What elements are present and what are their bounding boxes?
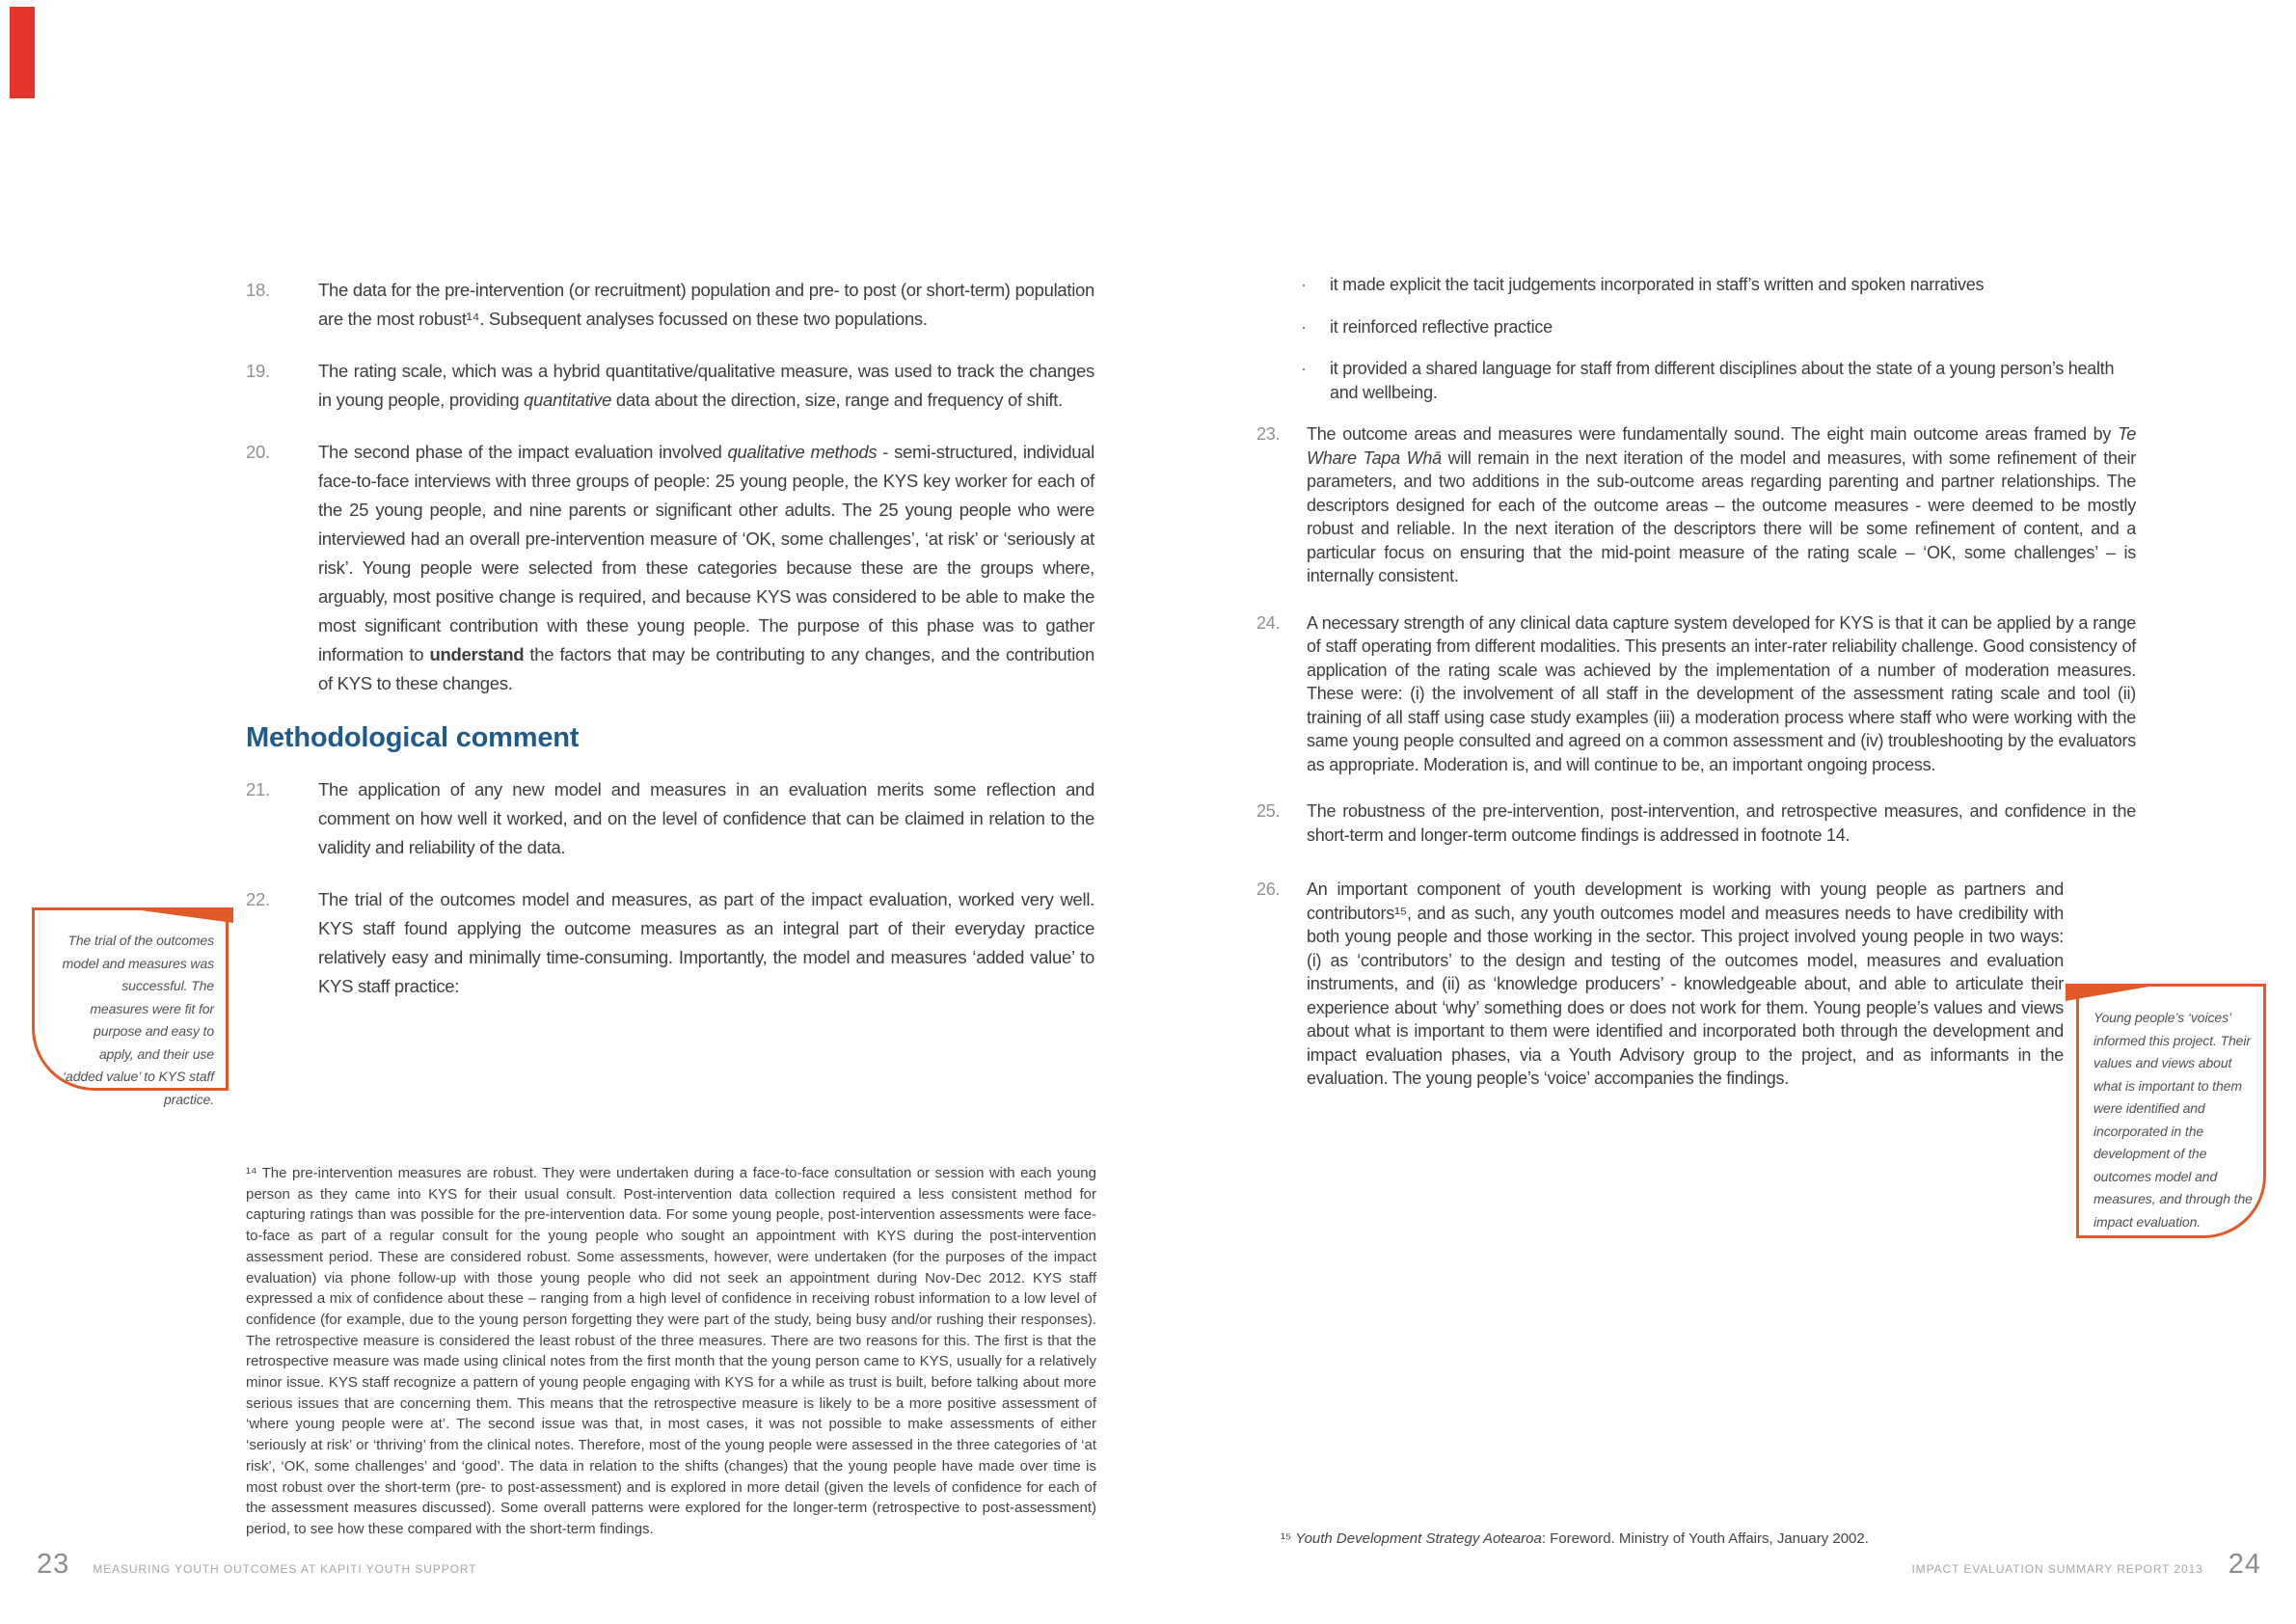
right-page-content bbox=[1256, 273, 2136, 1114]
callout-corner-wedge bbox=[2066, 984, 2166, 1001]
left-page-footer bbox=[37, 1549, 476, 1581]
list-item-number: 21. bbox=[246, 779, 270, 799]
list-item-21 bbox=[246, 775, 1094, 862]
list-item-text: The rating scale, which was a hybrid quantitative/qualitative measure, was used to track the changes in young people, providing quantitative data about the direction, size, range and frequency of shift. bbox=[318, 361, 1094, 410]
callout-corner-wedge bbox=[120, 907, 233, 923]
bullet-item bbox=[1301, 315, 2136, 339]
list-item-text: An important component of youth development is working with young people as partners and contributors¹⁵, and as such, any youth outcomes model and measures needs to have credibility with both young people and those working in the sector. This project involved young people in two ways: (i) as ‘contributors’ to the design and testing of the outcomes model, measures and evaluation instruments, and (ii) as ‘knowledge producers’ - knowledgeable about, and able to articulate their experience about ‘why’ something does or does not work for them. Young people’s values and views about what is important to them were identified and incorporated both through the development and impact evaluation phases, via a Youth Advisory group to the project, and as informants in the evaluation. The young people’s ‘voice’ accompanies the findings. bbox=[1307, 880, 2064, 1088]
list-item-22 bbox=[246, 885, 1094, 1001]
list-item-number: 22. bbox=[246, 889, 270, 909]
list-item-text: The outcome areas and measures were fundamentally sound. The eight main outcome areas framed by Te Whare Tapa Whā will remain in the next iteration of the model and measures, with some refinement of their parameters, and two additions in the sub-outcome areas regarding parenting and partner relationships. The descriptors designed for each of the outcome areas – the outcome measures - were deemed to be mostly robust and reliable. In the next iteration of the descriptors there will be some refinement of content, and a particular focus on ensuring that the mid-point measure of the rating scale – ‘OK, some challenges’ – is internally consistent. bbox=[1307, 424, 2137, 585]
list-item-text: The data for the pre-intervention (or recruitment) population and pre- to post (or short-term) population are the most robust¹⁴. Subsequent analyses focussed on these two populations. bbox=[318, 280, 1094, 329]
list-item-18 bbox=[246, 276, 1094, 334]
bullet-item bbox=[1301, 357, 2136, 404]
list-item-25 bbox=[1256, 799, 2136, 847]
pull-quote-text: The trial of the outcomes model and measures was successful. The measures were fit for purpose and easy to apply, and their use ‘added value’ to KYS staff practice. bbox=[62, 933, 214, 1107]
bullet-text: it made explicit the tacit judgements incorporated in staff’s written and spoken narratives bbox=[1330, 275, 1985, 294]
bullet-text: it reinforced reflective practice bbox=[1330, 316, 1553, 337]
bullet-list bbox=[1301, 273, 2136, 404]
list-item-19 bbox=[246, 357, 1094, 415]
list-item-26 bbox=[1256, 878, 2136, 1091]
red-corner-tab bbox=[10, 7, 35, 98]
page-number: 23 bbox=[37, 1549, 70, 1580]
page-number: 24 bbox=[2228, 1549, 2261, 1580]
list-item-text: The application of any new model and measures in an evaluation merits some reflection and comment on how well it worked, and on the level of confidence that can be claimed in relation to the validity and reliability of the data. bbox=[318, 779, 1094, 857]
list-item-number: 26. bbox=[1256, 880, 1281, 899]
list-item-number: 24. bbox=[1256, 612, 1281, 633]
list-item-text: The robustness of the pre-intervention, post-intervention, and retrospective measures, and confidence in the short-term and longer-term outcome findings is addressed in footnote 14. bbox=[1307, 801, 2136, 845]
list-item-24 bbox=[1256, 611, 2136, 777]
pull-quote-right bbox=[2076, 984, 2266, 1238]
bullet-dot-icon: · bbox=[1301, 316, 1307, 337]
footer-label: IMPACT EVALUATION SUMMARY REPORT 2013 bbox=[1911, 1562, 2203, 1576]
bullet-item bbox=[1301, 273, 2136, 297]
list-item-text: The trial of the outcomes model and measures, as part of the impact evaluation, worked very well. KYS staff found applying the outcome measures as an integral part of their everyday practice relatively easy and minimally time-consuming. Importantly, the model and measures ‘added value’ to KYS staff practice: bbox=[318, 889, 1094, 996]
list-item-number: 19. bbox=[246, 361, 270, 381]
footnote-15: ¹⁵ Youth Development Strategy Aotearoa: Foreword. Ministry of Youth Affairs, January 2002. bbox=[1281, 1530, 1869, 1547]
pull-quote-text: Young people’s ‘voices’ informed this project. Their values and views about what is important to them were identified and incorporated in the development of the outcomes model and measures, and through the impact evaluation. bbox=[2093, 1010, 2253, 1230]
list-item-number: 23. bbox=[1256, 424, 1281, 444]
footnote-14: ¹⁴ The pre-intervention measures are robust. They were undertaken during a face-to-face consultation or session with each young person as they came into KYS for their usual consult. Post-intervention data collection required a less consistent method for capturing ratings than was possible for the pre-intervention data. For some young people, post-intervention assessments were face-to-face as part of a regular consult for the young people who sought an appointment with KYS during the post-intervention assessment period. These are considered robust. Some assessments, however, were undertaken (for the purposes of the impact evaluation) via phone follow-up with those young people who did not seek an appointment during Nov-Dec 2012. KYS staff expressed a mix of confidence about these – ranging from a high level of confidence in receiving robust information to a low level of confidence (for example, due to the young person forgetting they were part of the study, being busy and/or rushing their responses). The retrospective measure is considered the least robust of the three measures. There are two reasons for this. The first is that the retrospective measure was made using clinical notes from the first month that the young person came to KYS, usually for a relatively minor issue. KYS staff recognize a pattern of young people engaging with KYS for a while as trust is built, before talking about more serious issues that are concerning them. This means that the retrospective measure is likely to be a more positive assessment of ‘where young people were at’. The second issue was that, in most cases, it was not possible to make assessments of either ‘seriously at risk’ or ‘thriving’ from the clinical notes. Therefore, most of the young people were assessed in the three categories of ‘at risk’, ‘OK, some challenges’ and ‘good’. The data in relation to the shifts (changes) that the young people have made over time is most robust over the short-term (pre- to post-assessment) and is explored in more detail (given the levels of confidence for each of the assessment measures discussed). Some overall patterns were explored for the longer-term (retrospective to post-assessment) period, to see how these compared with the short-term findings. bbox=[246, 1165, 1096, 1537]
left-page-content bbox=[246, 276, 1094, 1024]
footer-label: MEASURING YOUTH OUTCOMES AT KAPITI YOUTH SUPPORT bbox=[93, 1562, 477, 1576]
section-heading: Methodological comment bbox=[246, 722, 580, 753]
list-item-text: A necessary strength of any clinical data capture system developed for KYS is that it can be applied by a range of staff operating from different modalities. This presents an inter-rater reliability challenge. Good consistency of application of the rating scale was achieved by the implementation of a number of moderation measures. These were: (i) the involvement of all staff in the development of the assessment rating scale and tool (ii) training of all staff using case study examples (iii) a moderation process where staff who were working with the same young people consulted and agreed on a common assessment and (iv) troubleshooting by the evaluators as appropriate. Moderation is, and will continue to be, an important ongoing process. bbox=[1307, 612, 2136, 774]
list-item-23 bbox=[1256, 422, 2136, 588]
pull-quote-left bbox=[32, 907, 229, 1107]
list-item-20 bbox=[246, 438, 1094, 698]
list-item-number: 20. bbox=[246, 442, 270, 462]
right-page-footer bbox=[1911, 1549, 2261, 1581]
list-item-text: The second phase of the impact evaluation involved qualitative methods - semi-structured, individual face-to-face interviews with three groups of people: 25 young people, the KYS key worker for each of the 25 young people, and nine parents or significant other adults. The 25 young people who were interviewed had an overall pre-intervention measure of ‘OK, some challenges’, ‘at risk’ or ‘seriously at risk’. Young people were selected from these categories because these are the groups where, arguably, most positive change is required, and because KYS was considered to be able to make the most significant contribution with these young people. The purpose of this phase was to gather information to understand the factors that may be contributing to any changes, and the contribution of KYS to these changes. bbox=[318, 442, 1095, 693]
bullet-text: it provided a shared language for staff from different disciplines about the state of a young person’s health and wellbeing. bbox=[1330, 359, 2115, 402]
list-item-number: 25. bbox=[1256, 801, 1281, 821]
bullet-dot-icon: · bbox=[1301, 359, 1307, 378]
bullet-dot-icon: · bbox=[1301, 275, 1307, 294]
list-item-number: 18. bbox=[246, 280, 270, 300]
